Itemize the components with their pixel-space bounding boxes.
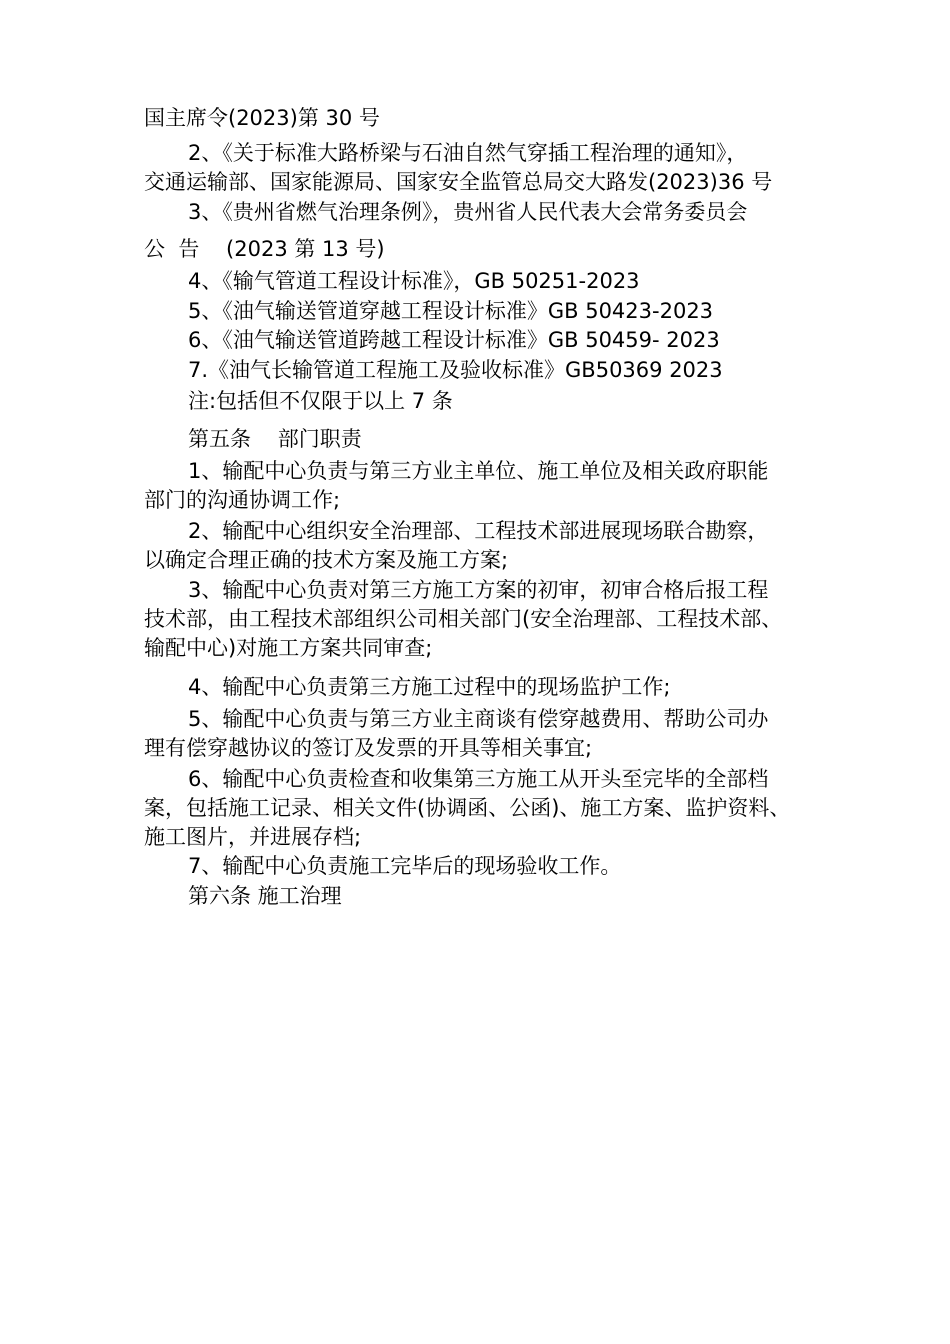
text-line: 6、《油气输送管道跨越工程设计标准》GB 50459- 2023 [188, 328, 720, 352]
text-line: 1、输配中心负责与第三方业主单位、施工单位及相关政府职能 [188, 459, 769, 483]
text-line: 4、输配中心负责第三方施工过程中的现场监护工作; [188, 675, 671, 699]
section-heading: 第五条 部门职责 [188, 427, 362, 451]
text-line: 5、输配中心负责与第三方业主商谈有偿穿越费用、帮助公司办 [188, 707, 769, 731]
text-line: 理有偿穿越协议的签订及发票的开具等相关事宜; [144, 736, 593, 760]
text-line: 公 告 (2023 第 13 号) [144, 237, 385, 261]
text-line: 国主席令(2023)第 30 号 [144, 106, 380, 130]
text-line: 注:包括但不仅限于以上 7 条 [188, 389, 453, 413]
text-line: 2、《关于标准大路桥梁与石油自然气穿插工程治理的通知》， [188, 141, 748, 165]
text-line: 技术部，由工程技术部组织公司相关部门(安全治理部、工程技术部、 [144, 607, 783, 631]
text-line: 部门的沟通协调工作; [144, 488, 341, 512]
text-line: 交通运输部、国家能源局、国家安全监管总局交大路发(2023)36 号 [144, 170, 773, 194]
text-line: 2、输配中心组织安全治理部、工程技术部进展现场联合勘察， [188, 519, 769, 543]
text-line: 3、《贵州省燃气治理条例》，贵州省人民代表大会常务委员会 [188, 200, 748, 224]
text-line: 7、输配中心负责施工完毕后的现场验收工作。 [188, 854, 622, 878]
text-line: 以确定合理正确的技术方案及施工方案; [144, 548, 509, 572]
text-line: 4、《输气管道工程设计标准》，GB 50251-2023 [188, 269, 640, 293]
text-line: 7.《油气长输管道工程施工及验收标准》GB50369 2023 [188, 358, 723, 382]
text-line: 案，包括施工记录、相关文件(协调函、公函)、施工方案、监护资料、 [144, 796, 791, 820]
text-line: 5、《油气输送管道穿越工程设计标准》GB 50423-2023 [188, 299, 714, 323]
section-heading: 第六条 施工治理 [188, 884, 342, 908]
text-line: 输配中心)对施工方案共同审查; [144, 636, 433, 660]
text-line: 6、输配中心负责检查和收集第三方施工从开头至完毕的全部档 [188, 767, 769, 791]
text-line: 3、输配中心负责对第三方施工方案的初审，初审合格后报工程 [188, 578, 769, 602]
text-line: 施工图片，并进展存档; [144, 825, 362, 849]
